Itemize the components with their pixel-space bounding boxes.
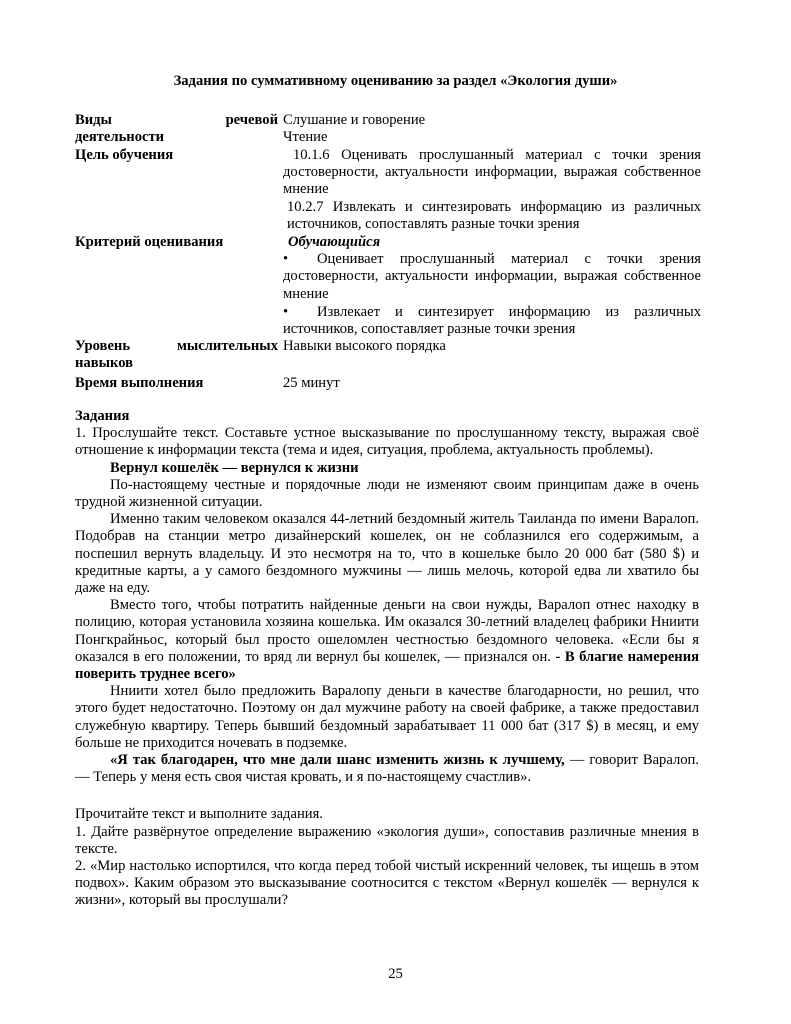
criteria-item-2: • Извлекает и синтезирует информацию из различных источников, сопоставляет разные точки зрения (283, 303, 701, 338)
value-learning-goal (283, 147, 701, 233)
label-criteria: Критерий оценивания (75, 234, 224, 251)
tasks-heading: Задания (75, 408, 130, 424)
row-criteria (75, 234, 699, 338)
info-table (75, 112, 699, 392)
goal-10-2-7: 10.2.7 Извлекать и синтезировать информацию из различных источников, сопоставлять разные точки зрения (287, 198, 701, 232)
criteria-item-1: • Оценивает прослушанный материал с точки зрения достоверности, актуальности информации, выражая собственное мнение (283, 251, 701, 302)
reading-task-2: 2. «Мир настолько испортился, что когда перед тобой чистый искренний человек, ты ищешь в этом подвох». Каким образом это высказывание соотносится с текстом «Вернул кошелёк — вернулся к жизни», который вы прослушали? (75, 858, 699, 909)
story-paragraph-5: «Я так благодарен, что мне дали шанс изменить жизнь к лучшему, — говорит Варалоп. — Теперь у меня есть своя чистая кровать, и я по-настоящему счастлив». (75, 752, 699, 786)
value-thinking-level: Навыки высокого порядка (283, 338, 446, 355)
criteria-heading: Обучающийся (288, 234, 381, 251)
story-title: Вернул кошелёк — вернулся к жизни (110, 459, 359, 476)
reading-intro: Прочитайте текст и выполните задания. (75, 806, 323, 823)
value-speech-activity: Слушание и говорение Чтение (283, 112, 426, 146)
label-speech-activity: Виды речевой деятельности (75, 112, 278, 146)
row-time (75, 375, 699, 392)
label-time: Время выполнения (75, 375, 204, 392)
tasks-section (75, 408, 699, 910)
bullet-icon: • (283, 251, 289, 268)
label-learning-goal: Цель обучения (75, 147, 174, 163)
quote-bold: «Я так благодарен, что мне дали шанс изменить жизнь к лучшему, (110, 752, 565, 769)
task-1: 1. Прослушайте текст. Составьте устное высказывание по прослушанному тексту, выражая своё отношение к информации текста (тема и идея, ситуация, проблема, актуальность проблемы). (75, 425, 699, 459)
story-paragraph-3: Вместо того, чтобы потратить найденные деньги на свои нужды, Варалоп отнес находку в полицию, которая установила хозяина кошелька. Им оказался 30-летний владелец фабрики Нниити Понгкрайньос, который был просто ошеломлен честностью бездомного человека. «Если бы я оказался в его положении, то вряд ли вернул бы кошелек, — признался он. - В благие намерения поверить труднее всего» (75, 597, 700, 683)
label-thinking-level: Уровень мыслительных навыков (75, 338, 278, 372)
reading-task-1: 1. Дайте развёрнутое определение выражению «экология души», сопоставив различные мнения в тексте. (75, 823, 699, 857)
quote-bold: - В благие намерения поверить труднее всего» (75, 648, 700, 683)
value-time: 25 минут (283, 375, 340, 392)
bullet-icon: • (283, 303, 289, 320)
row-thinking-level (75, 338, 699, 375)
value-criteria (283, 234, 701, 338)
row-speech-activity (75, 112, 699, 147)
goal-10-1-6: 10.1.6 Оценивать прослушанный материал с точки зрения достоверности, актуальности информации, выражая собственное мнение (283, 147, 701, 198)
page-title: Задания по суммативному оцениванию за раздел «Экология души» (173, 73, 618, 89)
story-paragraph-4: Нниити хотел было предложить Варалопу деньги в качестве благодарности, но решил, что этого будет недостаточно. Поэтому он дал мужчине работу на своей фабрике, а также предоставил служебную квартиру. Теперь бывший бездомный зарабатывает 11 000 бат (317 $) в месяц, и ему больше не приходится ночевать в подземке. (75, 683, 699, 751)
page-number: 25 (388, 966, 403, 982)
story-paragraph-1: По-настоящему честные и порядочные люди не изменяют своим принципам даже в очень трудной жизненной ситуации. (75, 476, 699, 511)
story-paragraph-2: Именно таким человеком оказался 44-летний бездомный житель Таиланда по имени Варалоп. Подобрав на станции метро дизайнерский кошелек, он не соблазнился его содержимым, а поспешил вернуть владельцу. И это несмотря на то, что в кошельке было 20 000 бат (580 $) и кредитные карты, а у самого бездомного мужчины — лишь мелочь, которой едва ли хватило бы даже на еду. (75, 511, 699, 597)
row-learning-goal (75, 147, 699, 233)
